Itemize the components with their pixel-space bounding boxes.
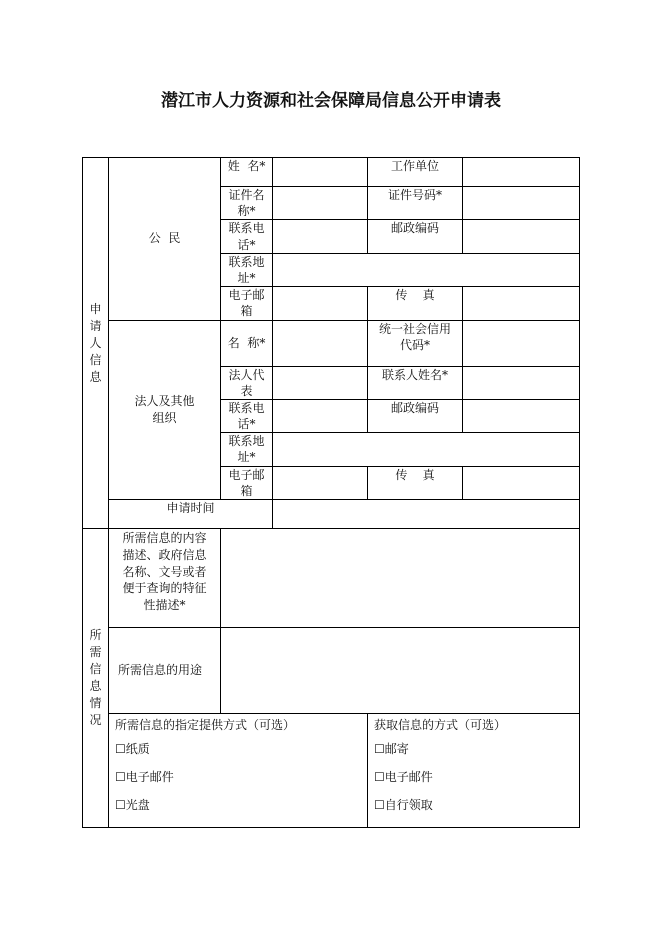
org-name-field[interactable] [273,320,368,366]
applicant-section-label: 申 请 人 信 息 [83,158,109,529]
page-title: 潜江市人力资源和社会保障局信息公开申请表 [161,91,501,111]
obtain-method-cell [368,714,580,828]
org-legal-rep-field[interactable] [273,366,368,399]
obtain-option-pickup[interactable]: ☐自行领取 [374,798,433,812]
org-credit-code-field[interactable] [463,320,580,366]
citizen-phone-field[interactable] [273,220,368,253]
purpose-label: 所需信息的用途 [109,628,221,714]
citizen-fax-field[interactable] [463,287,580,320]
citizen-phone-label: 联系电话* [221,220,273,253]
citizen-id-type-field[interactable] [273,187,368,220]
info-section-label: 所 需 信 息 情 况 [83,529,109,828]
provide-option-cd[interactable]: ☐光盘 [115,798,150,812]
citizen-id-number-field[interactable] [463,187,580,220]
org-address-field[interactable] [273,433,580,466]
citizen-work-unit-field[interactable] [463,158,580,187]
org-phone-label: 联系电话* [221,399,273,432]
org-fax-label: 传 真 [368,466,463,499]
org-legal-rep-label: 法人代表 [221,366,273,399]
obtain-option-email[interactable]: ☐电子邮件 [374,770,433,784]
citizen-postcode-label: 邮政编码 [368,220,463,253]
application-form [82,157,580,828]
obtain-method-header: 获取信息的方式（可选） [374,718,507,732]
provide-method-header: 所需信息的指定提供方式（可选） [115,718,296,732]
provide-option-email[interactable]: ☐电子邮件 [115,770,174,784]
org-postcode-field[interactable] [463,399,580,432]
content-desc-label: 所需信息的内容 描述、政府信息 名称、文号或者 便于查询的特征 性描述* [109,529,221,628]
org-email-label: 电子邮箱 [221,466,273,499]
citizen-email-field[interactable] [273,287,368,320]
org-fax-field[interactable] [463,466,580,499]
citizen-id-type-label: 证件名称* [221,187,273,220]
org-address-label: 联系地址* [221,433,273,466]
citizen-work-unit-label: 工作单位 [368,158,463,187]
org-postcode-label: 邮政编码 [368,399,463,432]
apply-time-label: 申请时间 [109,500,273,529]
citizen-id-number-label: 证件号码* [368,187,463,220]
citizen-fax-label: 传 真 [368,287,463,320]
org-email-field[interactable] [273,466,368,499]
org-contact-name-field[interactable] [463,366,580,399]
citizen-address-label: 联系地址* [221,253,273,286]
apply-time-field[interactable] [273,500,580,529]
provide-method-cell [109,714,368,828]
org-credit-code-label: 统一社会信用 代码* [368,320,463,366]
citizen-group-label: 公 民 [109,158,221,321]
citizen-name-field[interactable] [273,158,368,187]
org-group-label: 法人及其他 组织 [109,320,221,500]
citizen-email-label: 电子邮箱 [221,287,273,320]
provide-option-paper[interactable]: ☐纸质 [115,742,150,756]
citizen-name-label: 姓 名* [221,158,273,187]
citizen-postcode-field[interactable] [463,220,580,253]
content-desc-field[interactable] [221,529,580,628]
purpose-field[interactable] [221,628,580,714]
org-contact-name-label: 联系人姓名* [368,366,463,399]
org-phone-field[interactable] [273,399,368,432]
org-name-label: 名 称* [221,320,273,366]
obtain-option-mail[interactable]: ☐邮寄 [374,742,409,756]
citizen-address-field[interactable] [273,253,580,286]
